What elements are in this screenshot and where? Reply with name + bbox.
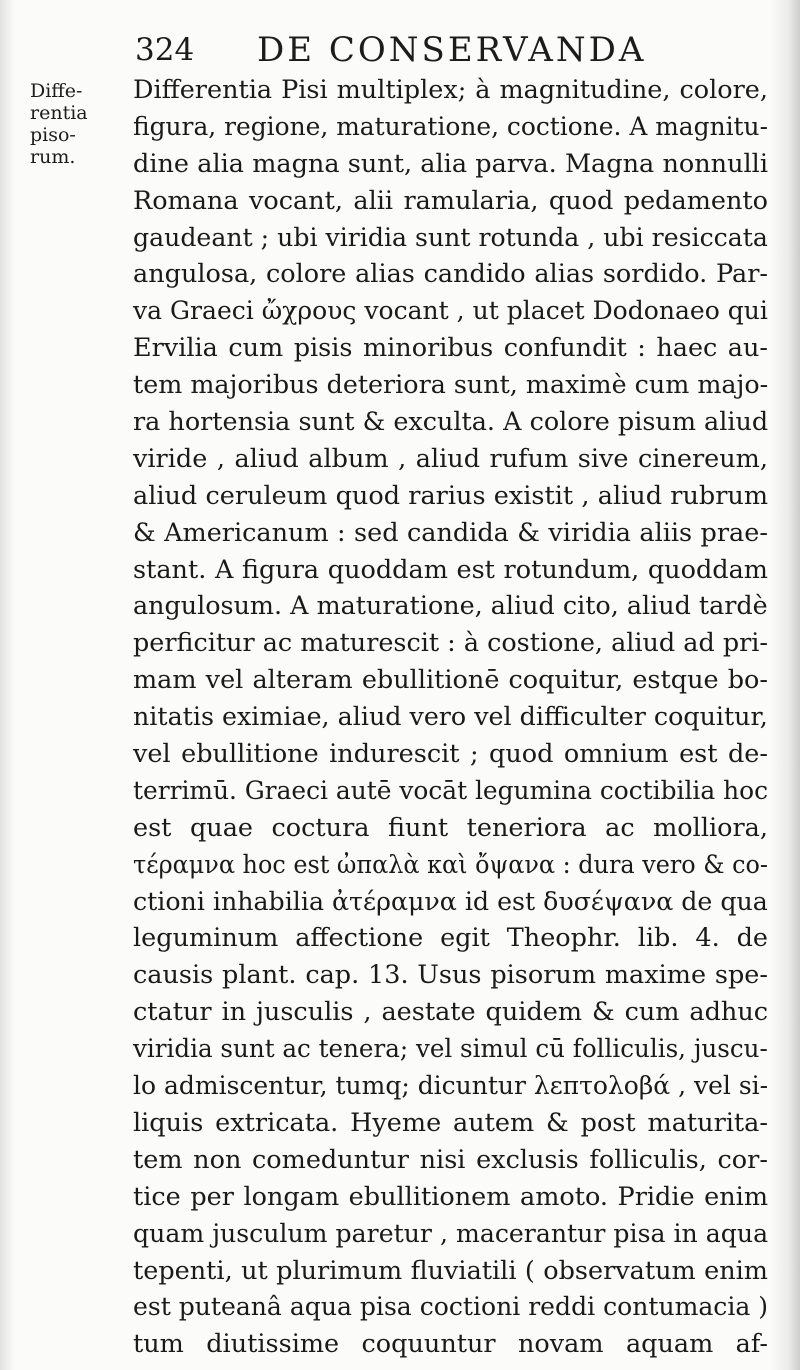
text-line: stant. A figura quoddam est rotundum, quoddam	[133, 554, 768, 585]
running-title: DE CONSERVANDA	[257, 30, 647, 70]
margin-note-line: rentia	[30, 102, 88, 124]
body-text	[133, 72, 768, 1363]
text-line: terrimū. Graeci autē vocāt legumina coctibilia hoc	[133, 775, 769, 806]
text-line: & Americanum : sed candida & viridia aliis prae-	[133, 517, 768, 548]
page-edge-shadow	[770, 0, 800, 1370]
text-line: va Graeci ὤχρους vocant , ut placet Dodonaeo qui	[133, 296, 768, 327]
text-line: leguminum affectione egit Theophr. lib. 4. de	[133, 923, 768, 954]
text-line: τέραμνα hoc est ὠπαλὰ καὶ ὄψανα : dura vero & co-	[133, 849, 768, 880]
margin-note-line: piso-	[30, 124, 76, 146]
text-line: perficitur ac maturescit : à costione, aliud ad pri-	[133, 628, 769, 659]
text-line: quam jusculum paretur , macerantur pisa in aqua	[133, 1218, 769, 1249]
text-line: Romana vocant, alii ramularia, quod pedamento	[133, 185, 768, 216]
text-line: mam vel alteram ebullitionē coquitur, estque bo-	[133, 665, 769, 696]
text-line: aliud ceruleum quod rarius existit , aliud rubrum	[133, 480, 769, 511]
text-line: est quae coctura fiunt teneriora ac molliora,	[133, 812, 768, 843]
page-header	[135, 30, 735, 70]
text-line: tem non comeduntur nisi exclusis folliculis, cor-	[133, 1144, 768, 1175]
gutter-shadow	[0, 0, 14, 1370]
margin-note-line: rum.	[30, 146, 76, 168]
text-line: Ervilia cum pisis minoribus confundit : haec au-	[133, 333, 769, 364]
text-line: Differentia Pisi multiplex; à magnitudine, colore,	[133, 75, 768, 105]
text-line: figura, regione, maturatione, coctione. A magnitu-	[133, 111, 769, 142]
margin-note-line: Diffe-	[30, 80, 83, 102]
text-line: tepenti, ut plurimum fluviatili ( observatum enim	[133, 1255, 768, 1286]
text-line: tice per longam ebullitionem amoto. Pridie enim	[133, 1181, 769, 1212]
text-line: tem majoribus deteriora sunt, maximè cum majo-	[133, 370, 769, 401]
text-line: viridia sunt ac tenera; vel simul cū folliculis, juscu-	[133, 1034, 768, 1065]
text-line: nitatis eximiae, aliud vero vel difficulter coquitur,	[133, 702, 768, 733]
text-line: viride , aliud album , aliud rufum sive cinereum,	[133, 443, 768, 474]
text-line: dine alia magna sunt, alia parva. Magna nonnulli	[133, 148, 768, 179]
text-line: ctatur in jusculis , aestate quidem & cum adhuc	[133, 997, 769, 1028]
text-line: est puteanâ aqua pisa coctioni reddi contumacia )	[133, 1292, 769, 1323]
margin-note	[30, 80, 120, 168]
text-line: ra hortensia sunt & exculta. A colore pisum aliud	[133, 407, 769, 438]
text-line: angulosum. A maturatione, aliud cito, aliud tardè	[133, 591, 768, 622]
text-line: lo admiscentur, tumq; dicuntur λεπτολοβά , vel si-	[133, 1071, 769, 1102]
text-line: gaudeant ; ubi viridia sunt rotunda , ubi resiccata	[133, 222, 768, 253]
text-line: liquis extricata. Hyeme autem & post maturita-	[133, 1107, 768, 1138]
text-line: causis plant. cap. 13. Usus pisorum maxime spe-	[133, 960, 768, 991]
text-line: vel ebullitione indurescit ; quod omnium est de-	[133, 739, 768, 770]
text-line: tum diutissime coquuntur novam aquam af-	[133, 1329, 769, 1360]
text-line: ctioni inhabilia ἀτέραμνα id est δυσέψανα de qua	[133, 886, 768, 917]
page-number: 324	[135, 32, 195, 68]
text-line: angulosa, colore alias candido alias sordido. Par-	[133, 259, 769, 290]
